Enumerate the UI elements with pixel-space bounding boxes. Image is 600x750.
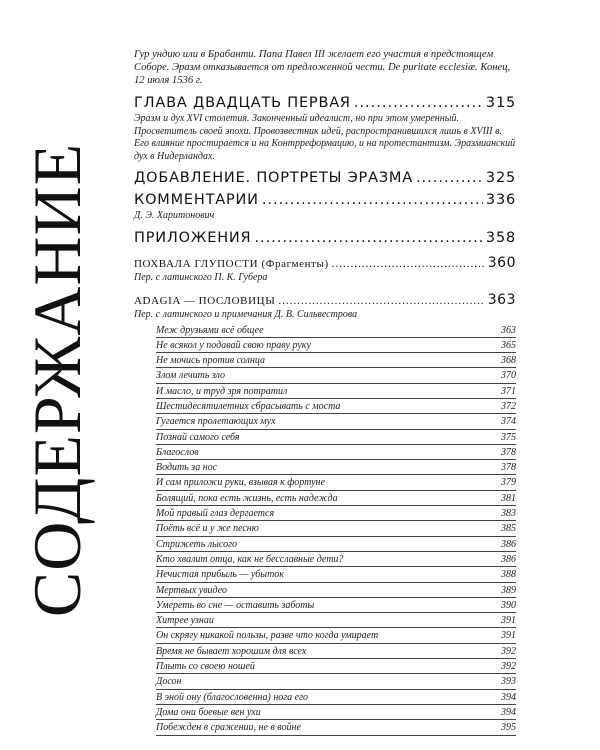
item-page: 371 xyxy=(501,385,516,397)
list-item[interactable] xyxy=(156,537,516,552)
item-page: 389 xyxy=(501,584,516,596)
list-item[interactable] xyxy=(156,720,516,735)
item-title: Познай самого себя xyxy=(156,431,240,443)
item-title: Побежден в сражении, не в войне xyxy=(156,722,301,734)
item-title: Время не бывает хорошим для всех xyxy=(156,645,307,657)
toc-entry-chapter-21[interactable] xyxy=(134,94,516,112)
item-title: В эной ону (благословенна) нога его xyxy=(156,691,309,703)
list-item[interactable] xyxy=(156,644,516,659)
dot-leader xyxy=(278,295,484,307)
item-title: Хитрее узнаи xyxy=(156,615,214,627)
item-page: 395 xyxy=(501,722,516,734)
item-page: 385 xyxy=(501,523,516,535)
entry-description: Эразм и дух XVI столетия. Законченный идеалист, но при этом умеренный. Просветитель своей эпохи. Провозвестник идей, распространившихся лишь в XVIII в. Его влияние простирается и на Контрреформацию, и на протестантизм. Эразмианский дух в Нидерландах. xyxy=(134,113,516,162)
list-item[interactable] xyxy=(156,353,516,368)
item-title: Дома они боевые вен ухи xyxy=(156,706,261,718)
item-page: 386 xyxy=(501,553,516,565)
item-title: Умереть во сне — оставить заботы xyxy=(156,599,315,611)
dot-leader xyxy=(332,258,485,270)
dot-leader xyxy=(354,94,483,112)
item-title: Мертвых увидео xyxy=(156,584,228,596)
item-title: И сам приложи руки, взывая к фортуне xyxy=(156,477,325,489)
item-title: Плыть со своею ношей xyxy=(156,661,255,673)
item-title: Мой правый глаз дергается xyxy=(156,508,275,520)
list-item[interactable] xyxy=(156,613,516,628)
toc-content xyxy=(134,48,516,736)
list-item[interactable] xyxy=(156,475,516,490)
list-item[interactable] xyxy=(156,414,516,429)
item-page: 365 xyxy=(501,339,516,351)
item-title: Гугается пролетающих мух xyxy=(156,416,276,428)
entry-title: ПРИЛОЖЕНИЯ xyxy=(134,229,252,246)
list-item[interactable] xyxy=(156,659,516,674)
item-page: 370 xyxy=(501,370,516,382)
list-item[interactable] xyxy=(156,445,516,460)
toc-entry-appendices[interactable] xyxy=(134,229,516,247)
item-page: 379 xyxy=(501,477,516,489)
item-page: 394 xyxy=(501,691,516,703)
list-item[interactable] xyxy=(156,598,516,613)
item-page: 363 xyxy=(501,324,516,336)
list-item[interactable] xyxy=(156,491,516,506)
list-item[interactable] xyxy=(156,430,516,445)
entry-title: КОММЕНТАРИИ xyxy=(134,192,259,208)
item-page: 386 xyxy=(501,538,516,550)
toc-entry-adagia[interactable] xyxy=(134,292,516,308)
item-page: 391 xyxy=(501,615,516,627)
entry-page: 363 xyxy=(487,291,516,308)
entry-page: 360 xyxy=(487,254,516,271)
list-item[interactable] xyxy=(156,506,516,521)
item-title: Болящий, пока есть жизнь, есть надежда xyxy=(156,492,338,504)
item-title: Кто хвалит отца, как не бесславные дети? xyxy=(156,553,344,565)
item-page: 391 xyxy=(501,630,516,642)
item-page: 388 xyxy=(501,569,516,581)
intro-text: Гур ундию или в Брабанти. Папа Павел III желает его участия в предстоящем Соборе. Эразм отказывается от предложенной чести. De puritate ecclesiæ. Конец, 12 июля 1536 г. xyxy=(134,49,511,86)
dot-leader xyxy=(262,191,483,209)
item-page: 393 xyxy=(501,676,516,688)
list-item[interactable] xyxy=(156,583,516,598)
list-item[interactable] xyxy=(156,567,516,582)
entry-title: ГЛАВА ДВАДЦАТЬ ПЕРВАЯ xyxy=(134,95,351,111)
item-page: 390 xyxy=(501,599,516,611)
item-title: Водить за нос xyxy=(156,462,218,474)
item-title: Благослов xyxy=(156,446,199,458)
list-item[interactable] xyxy=(156,690,516,705)
item-title: Злом лечить зло xyxy=(156,370,226,382)
list-item[interactable] xyxy=(156,460,516,475)
item-page: 375 xyxy=(501,431,516,443)
item-title: Нечистая прибыль — убыток xyxy=(156,569,284,581)
entry-title: ПОХВАЛА ГЛУПОСТИ (Фрагменты) xyxy=(134,257,329,270)
item-title: Поёть всё и у же песню xyxy=(156,523,259,535)
list-item[interactable] xyxy=(156,552,516,567)
item-page: 383 xyxy=(501,508,516,520)
item-page: 372 xyxy=(501,400,516,412)
adagia-list xyxy=(156,323,516,736)
item-page: 381 xyxy=(501,492,516,504)
entry-author: Д. Э. Харитонович xyxy=(134,210,215,221)
item-title: И масло, и труд зря потратил xyxy=(156,385,288,397)
toc-entry-praise-of-folly[interactable] xyxy=(134,255,516,271)
item-page: 378 xyxy=(501,446,516,458)
item-title: Шестидесятилетних сбрасывать с моста xyxy=(156,400,341,412)
dot-leader xyxy=(254,229,483,247)
list-item[interactable] xyxy=(156,323,516,338)
item-page: 374 xyxy=(501,416,516,428)
dot-leader xyxy=(416,169,483,187)
list-item[interactable] xyxy=(156,368,516,383)
entry-title: ADAGIA — ПОСЛОВИЦЫ xyxy=(134,294,276,307)
item-title: Досон xyxy=(156,676,182,688)
item-title: Не мочись против солнца xyxy=(156,355,265,367)
entry-translator: Пер. с латинского П. К. Губера xyxy=(134,271,268,283)
list-item[interactable] xyxy=(156,628,516,643)
side-title-text: СОДЕРЖАНИЕ xyxy=(19,142,95,618)
toc-entry-comments[interactable] xyxy=(134,191,516,209)
toc-entry-portraits[interactable] xyxy=(134,169,516,187)
item-page: 392 xyxy=(501,645,516,657)
list-item[interactable] xyxy=(156,338,516,353)
item-title: Меж друзьями всё общее xyxy=(156,324,264,336)
entry-page: 315 xyxy=(485,95,516,111)
list-item[interactable] xyxy=(156,384,516,399)
entry-translator: Пер. с латинского и примечания Д. В. Сильвестрова xyxy=(134,308,358,320)
item-page: 378 xyxy=(501,462,516,474)
list-item[interactable] xyxy=(156,674,516,689)
entry-page: 358 xyxy=(485,229,516,246)
item-page: 368 xyxy=(501,355,516,367)
item-page: 392 xyxy=(501,661,516,673)
entry-page: 336 xyxy=(485,192,516,208)
side-title xyxy=(14,35,100,725)
item-title: Он скрягу никакой пользы, разве что когда умирает xyxy=(156,630,379,642)
item-page: 394 xyxy=(501,706,516,718)
entry-title: ДОБАВЛЕНИЕ. ПОРТРЕТЫ ЭРАЗМА xyxy=(134,170,413,186)
list-item[interactable] xyxy=(156,399,516,414)
item-title: Стрижеть лысого xyxy=(156,538,238,550)
item-title: Не всякол у подавай свою праву руку xyxy=(156,339,311,351)
entry-page: 325 xyxy=(485,170,516,186)
list-item[interactable] xyxy=(156,705,516,720)
list-item[interactable] xyxy=(156,521,516,536)
